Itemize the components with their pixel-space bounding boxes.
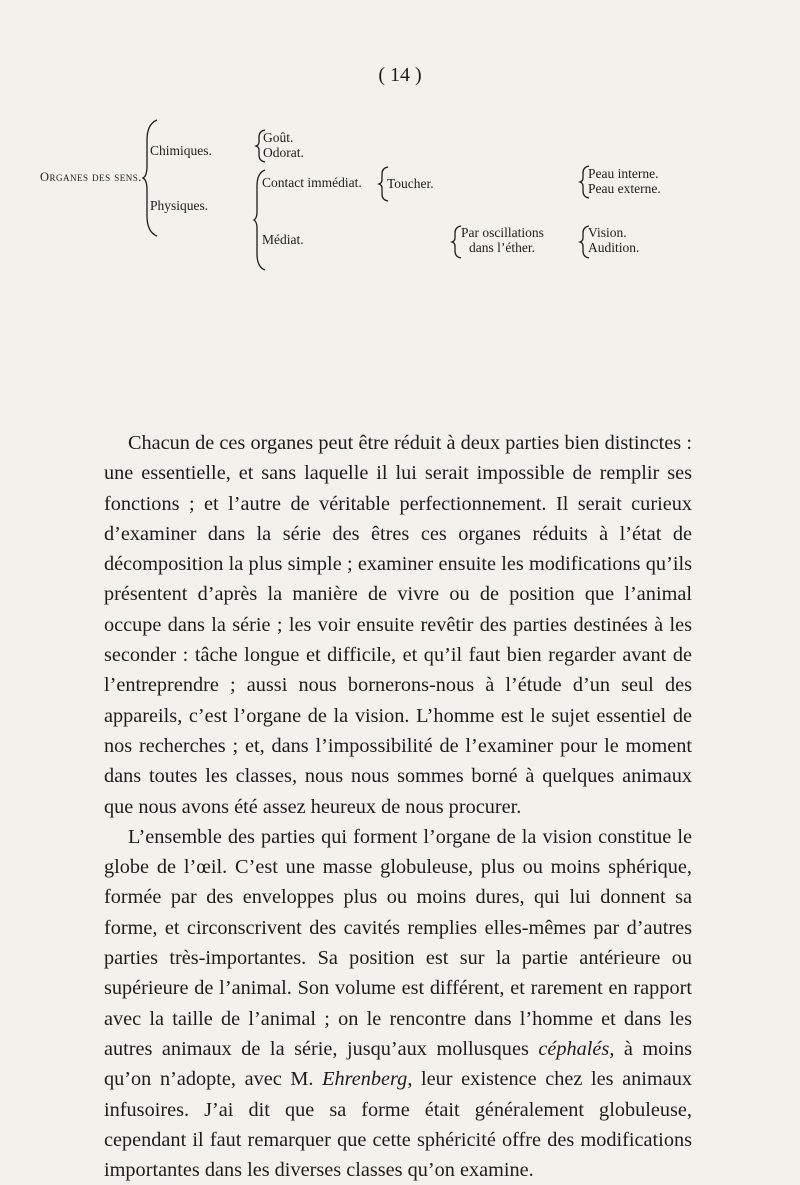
- paragraph-2-text-c: , leur existence chez les animaux infusoires. J’ai dit que sa forme était généralement globuleuse, cependant il faut remarquer que cette sphéricité offre des modifications importantes dans les diverses classes qu’on examine.: [104, 1068, 693, 1182]
- italic-cephales: céphalés: [538, 1037, 610, 1060]
- large-brace-icon: [143, 120, 159, 236]
- chimiques-label: Chimiques.: [150, 143, 212, 158]
- vision-label: Vision.: [588, 225, 627, 240]
- paragraph-2-text-b: , à moins qu’on n’adopte, avec M.: [104, 1037, 692, 1091]
- paragraph-1: Chacun de ces organes peut être réduit à deux parties bien distinctes : une essentielle, et sans laquelle il lui serait impossible de remplir ses fonctions ; et l’autre de véritable perfectionnement. Il serait curieux d’examiner dans la série des êtres ces organes réduits à l’état de décomposition la plus simple ; examiner ensuite les modifications qu’ils présentent d’après la manière de vivre ou de position que l’animal occupe dans la série ; les voir ensuite revêtir des parties destinées à les seconder : tâche longue et difficile, et qu’il faut bien regarder avant de l’entreprendre ; aussi nous bornerons-nous à l’étude d’un seul des appareils, c’est l’organe de la vision. L’homme est le sujet essentiel de nos recherches ; et, dans l’impossibilité de l’examiner pour le moment dans toutes les classes, nous nous sommes borné à quelques animaux que nous avons été assez heureux de nous procurer.: [104, 432, 692, 818]
- table-root-label: Organes des sens.: [40, 170, 142, 184]
- contact-label: Contact immédiat.: [262, 175, 362, 190]
- oscillations-line1: Par oscillations: [461, 225, 544, 240]
- audition-label: Audition.: [588, 240, 640, 255]
- mediat-label: Médiat.: [262, 232, 304, 247]
- gout-label: Goût.: [263, 130, 294, 145]
- toucher-label: Toucher.: [387, 176, 434, 191]
- physiques-label: Physiques.: [150, 198, 209, 213]
- peau-interne-label: Peau interne.: [588, 166, 659, 181]
- paragraph-2: [104, 822, 692, 1185]
- oscillations-line2: dans l’éther.: [469, 240, 535, 255]
- italic-ehrenberg: Ehrenberg: [322, 1068, 408, 1091]
- peau-externe-label: Peau externe.: [588, 181, 661, 196]
- page-number: ( 14 ): [378, 64, 422, 86]
- body-text: [104, 428, 692, 1185]
- paragraph-2-text-a: L’ensemble des parties qui forment l’organe de la vision constitue le globe de l’œil. C’est une masse globuleuse, plus ou moins sphérique, formée par des enveloppes plus ou moins dures, qui lui donnent sa forme, et circonscrivent des cavités remplies elles-mêmes par d’autres parties très-importantes. Sa position est sur la partie antérieure ou supérieure de l’animal. Son volume est différent, et rarement en rapport avec la taille de l’animal ; on le rencontre dans l’homme et dans les autres animaux de la série, jusqu’aux mollusques: [104, 825, 692, 1060]
- odorat-label: Odorat.: [263, 145, 304, 160]
